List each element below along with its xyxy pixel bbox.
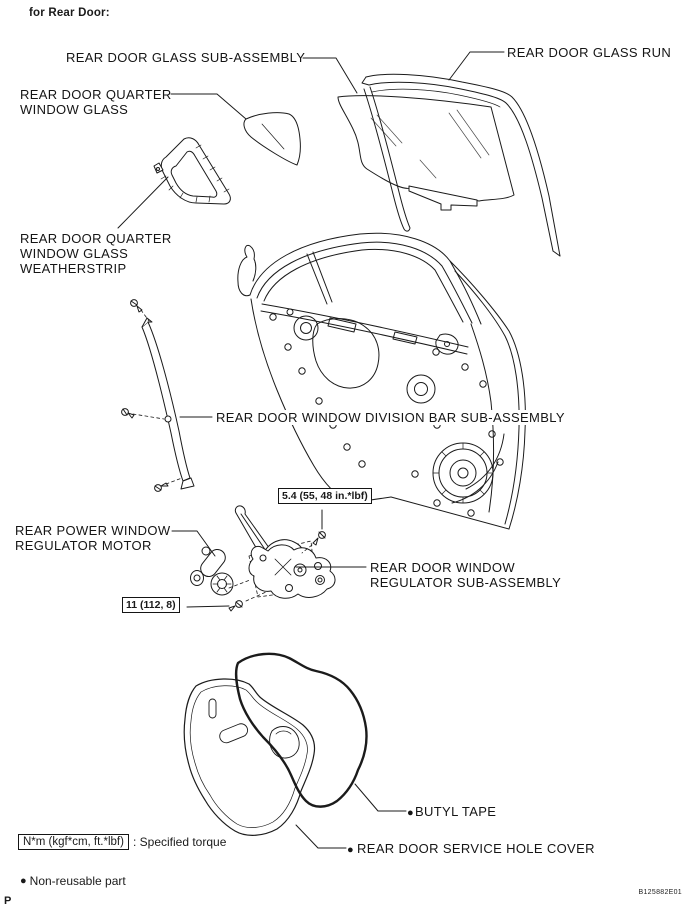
bolt-icon <box>313 532 325 545</box>
screw-icon <box>122 409 164 419</box>
callout-service-hole-cover-label: REAR DOOR SERVICE HOLE COVER <box>357 841 595 856</box>
leader-quarter-glass <box>171 94 246 119</box>
callout-butyl-tape-label: BUTYL TAPE <box>415 804 497 819</box>
torque-caption: : Specified torque <box>132 835 227 849</box>
door-inner-panel <box>238 233 526 529</box>
torque-unit-box: N*m (kgf*cm, ft.*lbf) <box>18 834 129 850</box>
page-letter: P <box>4 895 12 907</box>
legend-torque <box>18 834 226 850</box>
leader-glass-sub-assembly <box>303 58 357 93</box>
leader-torque-11 <box>187 606 229 607</box>
callout-service-hole-cover <box>347 841 595 856</box>
callout-quarter-window-weatherstrip: REAR DOOR QUARTER WINDOW GLASS WEATHERSTRIP <box>20 231 172 276</box>
leader-glass-run <box>449 52 504 80</box>
division-bar-screws <box>122 300 182 492</box>
callout-quarter-window-glass: REAR DOOR QUARTER WINDOW GLASS <box>20 87 172 117</box>
leader-service-hole-cover <box>296 825 346 848</box>
callout-glass-sub-assembly: REAR DOOR GLASS SUB-ASSEMBLY <box>66 50 306 65</box>
screw-icon <box>155 478 182 491</box>
non-reusable-bullet-icon: ● <box>20 875 27 887</box>
figure-code: B125882E01 <box>638 889 682 896</box>
speaker <box>433 443 493 503</box>
legend-non-reusable <box>20 874 126 888</box>
rear-door-glass <box>338 96 514 210</box>
leader-weatherstrip <box>118 177 168 228</box>
service-hole-cover <box>184 679 314 835</box>
callout-power-window-motor: REAR POWER WINDOW REGULATOR MOTOR <box>15 523 171 553</box>
torque-spec-division-bar: 5.4 (55, 48 in.*lbf) <box>278 488 372 504</box>
callout-division-bar: REAR DOOR WINDOW DIVISION BAR SUB-ASSEMBLY <box>216 410 565 425</box>
non-reusable-bullet-icon: ● <box>347 844 354 856</box>
window-regulator <box>191 506 336 611</box>
regulator-motor <box>191 546 234 595</box>
callout-regulator-sub-assembly: REAR DOOR WINDOW REGULATOR SUB-ASSEMBLY <box>370 560 562 590</box>
leader-butyl-tape <box>355 784 406 811</box>
figure-title: for Rear Door: <box>29 7 110 19</box>
non-reusable-caption: Non-reusable part <box>29 874 126 888</box>
torque-spec-regulator: 11 (112, 8) <box>122 597 180 613</box>
quarter-window-weatherstrip <box>154 138 230 204</box>
non-reusable-bullet-icon: ● <box>407 807 414 819</box>
division-bar <box>142 318 194 489</box>
screw-icon <box>131 300 149 321</box>
callout-glass-run: REAR DOOR GLASS RUN <box>507 45 672 60</box>
bolt-icon <box>229 601 242 611</box>
quarter-window-glass <box>244 113 300 165</box>
callout-butyl-tape <box>407 804 496 819</box>
